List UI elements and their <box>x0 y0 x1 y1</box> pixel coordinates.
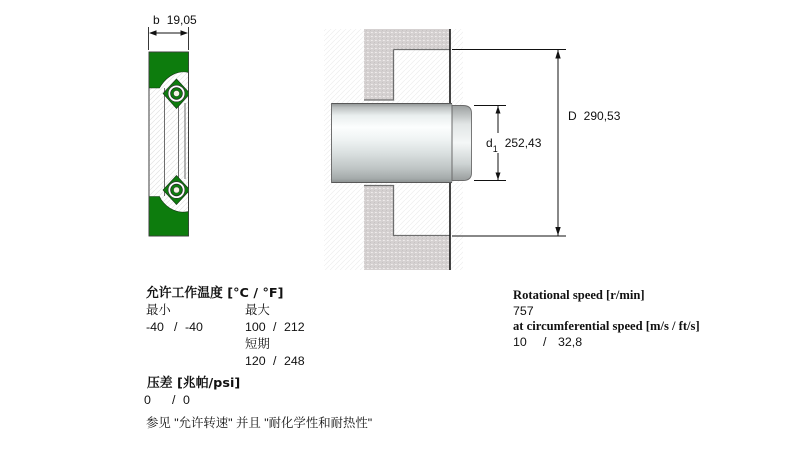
arrow-right-icon <box>181 30 189 35</box>
seal-body <box>149 52 190 236</box>
dim-d1-value: 252,43 <box>504 136 542 150</box>
garter-spring-top-icon <box>168 85 185 102</box>
pressure-values: 0 / 0 <box>144 393 190 407</box>
dim-D-value: 290,53 <box>583 109 621 123</box>
dim-d1-subscript: 1 <box>492 144 498 155</box>
temperature-title: 允许工作温度 [°C / °F] <box>146 286 284 301</box>
temperature-short-term-values: 120 / 248 <box>245 354 305 368</box>
dim-D-label <box>568 109 620 123</box>
pressure-section <box>144 375 240 409</box>
pressure-title: 压差 [兆帕/psi] <box>147 376 241 391</box>
rotational-speed-value: 757 <box>513 303 534 318</box>
temperature-min-label: 最小 <box>146 303 171 317</box>
temperature-section <box>146 285 305 370</box>
temperature-max-label: 最大 <box>245 303 270 317</box>
dim-d1-symbol: d <box>486 136 493 150</box>
speed-section <box>513 288 700 350</box>
temperature-max-values: 100 / 212 <box>245 320 305 334</box>
shaft <box>331 103 472 183</box>
seal-cross-section-diagram <box>130 8 250 250</box>
dim-b-label <box>153 13 197 27</box>
see-also-note: 参见 "允许转速" 并且 "耐化学性和耐热性" <box>146 416 373 430</box>
temperature-table <box>146 302 305 370</box>
arrow-down-icon <box>496 173 501 181</box>
arrow-up-icon <box>496 106 501 114</box>
dim-D-symbol: D <box>568 109 577 123</box>
arrow-left-icon <box>149 30 157 35</box>
garter-spring-bottom-icon <box>168 182 185 199</box>
temperature-short-term-label: 短期 <box>245 337 270 351</box>
dim-b-lines <box>149 27 189 50</box>
circumferential-speed-title: at circumferential speed [m/s / ft/s] <box>513 319 700 333</box>
mounting-diagram <box>320 25 655 280</box>
dim-b-value: 19,05 <box>166 13 197 27</box>
arrow-down-icon <box>555 227 560 236</box>
temperature-min-values: -40 / -40 <box>146 320 203 334</box>
dim-d1-label <box>486 136 542 155</box>
arrow-up-icon <box>555 50 560 59</box>
circumferential-speed-values: 10 / 32,8 <box>513 334 583 349</box>
rotational-speed-title: Rotational speed [r/min] <box>513 288 645 302</box>
dim-b-symbol: b <box>153 13 160 27</box>
shaft-end-cap <box>452 106 472 181</box>
